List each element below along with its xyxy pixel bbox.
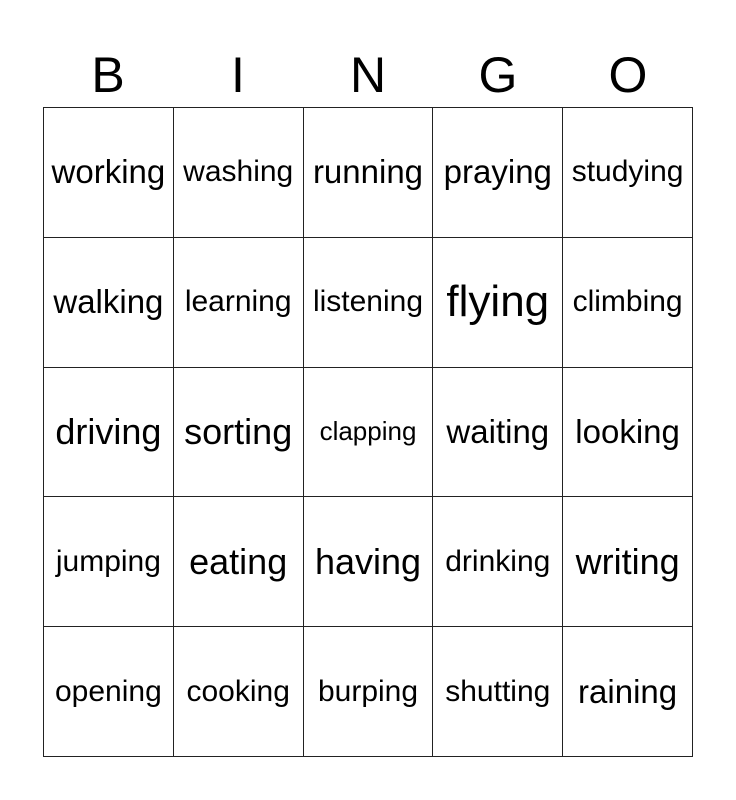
bingo-board <box>43 107 693 757</box>
bingo-cell-r2-c4[interactable]: looking <box>563 368 693 498</box>
bingo-cell-r0-c4[interactable]: studying <box>563 108 693 238</box>
bingo-cell-r2-c1[interactable]: sorting <box>174 368 304 498</box>
bingo-cell-r3-c2[interactable]: having <box>304 497 434 627</box>
bingo-cell-r4-c0[interactable]: opening <box>44 627 174 757</box>
header-letter-o: O <box>608 47 648 103</box>
bingo-cell-r0-c1[interactable]: washing <box>174 108 304 238</box>
bingo-cell-r0-c3[interactable]: praying <box>433 108 563 238</box>
bingo-cell-r4-c3[interactable]: shutting <box>433 627 563 757</box>
bingo-cell-r2-c2[interactable]: clapping <box>304 368 434 498</box>
bingo-cell-r1-c4[interactable]: climbing <box>563 238 693 368</box>
bingo-cell-r1-c2[interactable]: listening <box>304 238 434 368</box>
header-letter-n: N <box>349 47 387 103</box>
bingo-cell-r3-c1[interactable]: eating <box>174 497 304 627</box>
bingo-cell-r1-c1[interactable]: learning <box>174 238 304 368</box>
bingo-cell-r1-c0[interactable]: walking <box>44 238 174 368</box>
bingo-cell-r4-c4[interactable]: raining <box>563 627 693 757</box>
header-letter-b: B <box>91 47 125 103</box>
bingo-cell-r4-c1[interactable]: cooking <box>174 627 304 757</box>
bingo-cell-r3-c0[interactable]: jumping <box>44 497 174 627</box>
bingo-cell-r2-c3[interactable]: waiting <box>433 368 563 498</box>
bingo-cell-r1-c3[interactable]: flying <box>433 238 563 368</box>
header-letter-g: G <box>478 47 518 103</box>
bingo-cell-r0-c0[interactable]: working <box>44 108 174 238</box>
bingo-cell-r2-c0[interactable]: driving <box>44 368 174 498</box>
bingo-cell-r0-c2[interactable]: running <box>304 108 434 238</box>
bingo-cell-r4-c2[interactable]: burping <box>304 627 434 757</box>
bingo-cell-r3-c3[interactable]: drinking <box>433 497 563 627</box>
bingo-cell-r3-c4[interactable]: writing <box>563 497 693 627</box>
header-letter-i: I <box>231 47 245 103</box>
bingo-header <box>43 46 693 104</box>
